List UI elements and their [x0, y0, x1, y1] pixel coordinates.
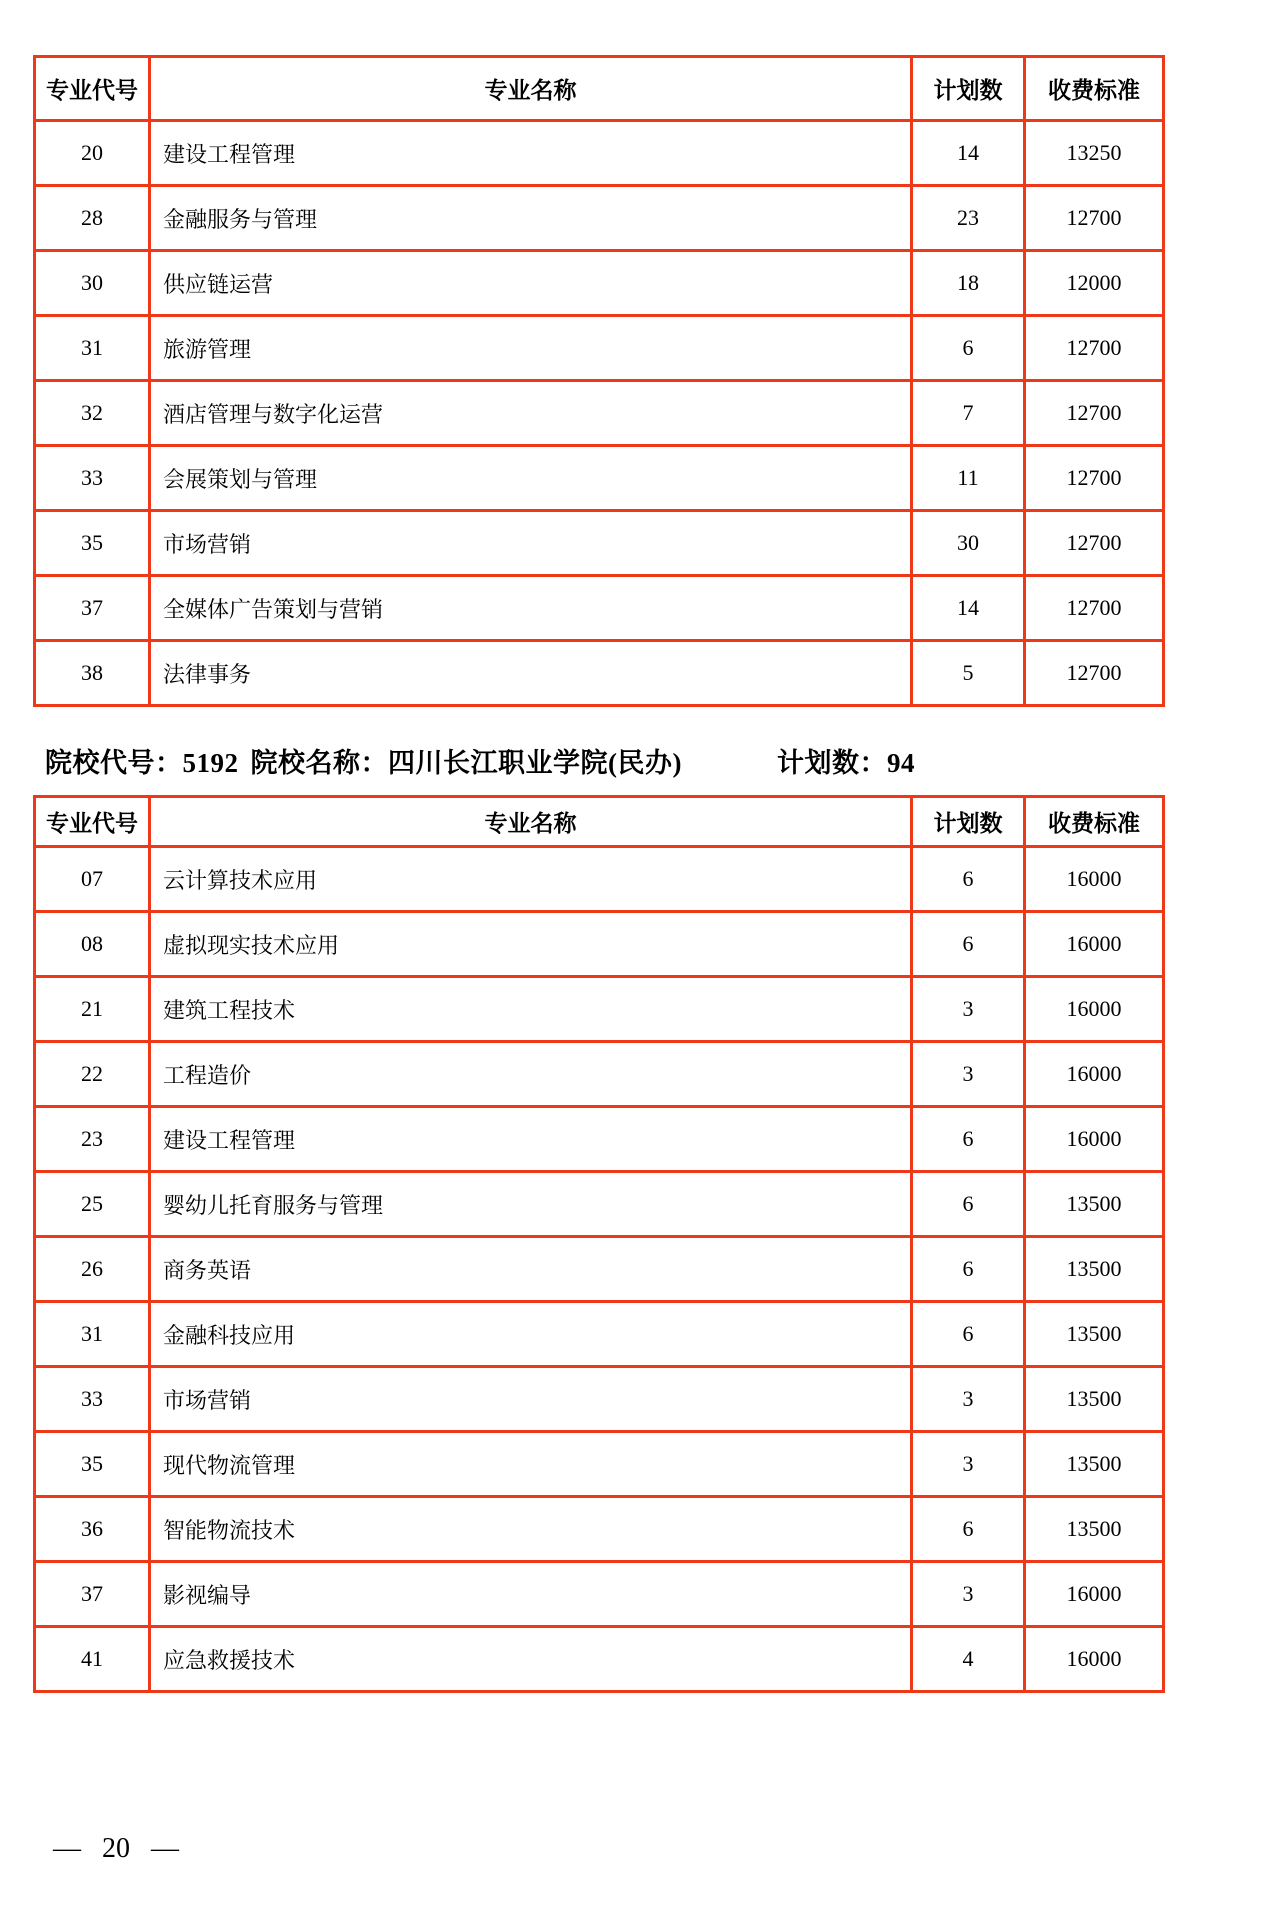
major-name-cell: 金融科技应用	[150, 1302, 912, 1367]
table-row	[35, 121, 1164, 186]
table-row	[35, 381, 1164, 446]
fee-standard-cell: 12700	[1025, 511, 1164, 576]
major-code-cell: 36	[35, 1497, 150, 1562]
major-name-cell: 应急救援技术	[150, 1627, 912, 1692]
plan-count-cell: 14	[912, 576, 1025, 641]
table-row	[35, 1237, 1164, 1302]
plan-count-cell: 6	[912, 1497, 1025, 1562]
major-code-cell: 33	[35, 1367, 150, 1432]
major-name-cell: 影视编导	[150, 1562, 912, 1627]
table-row	[35, 977, 1164, 1042]
fee-standard-cell: 12700	[1025, 381, 1164, 446]
table-row	[35, 641, 1164, 706]
major-name-cell: 供应链运营	[150, 251, 912, 316]
fee-standard-cell: 13500	[1025, 1432, 1164, 1497]
table-row	[35, 1367, 1164, 1432]
plan-count-cell: 6	[912, 1237, 1025, 1302]
table-header-row	[35, 797, 1164, 847]
major-code-cell: 31	[35, 1302, 150, 1367]
major-name-cell: 现代物流管理	[150, 1432, 912, 1497]
plan-count-cell: 6	[912, 1107, 1025, 1172]
major-name-cell: 全媒体广告策划与营销	[150, 576, 912, 641]
fee-standard-header: 收费标准	[1025, 797, 1164, 847]
major-plan-table-2	[33, 795, 1165, 1693]
major-code-header: 专业代号	[35, 797, 150, 847]
major-code-cell: 35	[35, 1432, 150, 1497]
table-row	[35, 1562, 1164, 1627]
major-code-cell: 31	[35, 316, 150, 381]
major-code-cell: 26	[35, 1237, 150, 1302]
table-row	[35, 912, 1164, 977]
plan-count-cell: 6	[912, 912, 1025, 977]
table-1-header	[35, 57, 1164, 121]
major-name-cell: 建设工程管理	[150, 121, 912, 186]
major-code-cell: 21	[35, 977, 150, 1042]
plan-total-value: 94	[886, 748, 915, 778]
plan-count-header: 计划数	[912, 797, 1025, 847]
fee-standard-cell: 13500	[1025, 1302, 1164, 1367]
major-code-cell: 37	[35, 576, 150, 641]
major-code-cell: 37	[35, 1562, 150, 1627]
fee-standard-cell: 12000	[1025, 251, 1164, 316]
table-row	[35, 1302, 1164, 1367]
major-code-cell: 33	[35, 446, 150, 511]
fee-standard-cell: 13500	[1025, 1497, 1164, 1562]
fee-standard-header: 收费标准	[1025, 57, 1164, 121]
fee-standard-cell: 13500	[1025, 1172, 1164, 1237]
college-name-label: 院校名称：	[250, 748, 388, 778]
plan-count-cell: 14	[912, 121, 1025, 186]
college-code-label: 院校代号：	[45, 748, 183, 778]
major-name-cell: 旅游管理	[150, 316, 912, 381]
table-row	[35, 1497, 1164, 1562]
college-section-heading	[45, 741, 915, 780]
major-plan-table-1	[33, 55, 1165, 707]
major-code-cell: 07	[35, 847, 150, 912]
major-name-cell: 建筑工程技术	[150, 977, 912, 1042]
major-code-header: 专业代号	[35, 57, 150, 121]
plan-count-cell: 3	[912, 977, 1025, 1042]
major-code-cell: 25	[35, 1172, 150, 1237]
major-name-cell: 市场营销	[150, 511, 912, 576]
major-code-cell: 30	[35, 251, 150, 316]
table-row	[35, 1432, 1164, 1497]
plan-count-cell: 6	[912, 1302, 1025, 1367]
major-name-cell: 酒店管理与数字化运营	[150, 381, 912, 446]
table-header-row	[35, 57, 1164, 121]
plan-count-cell: 18	[912, 251, 1025, 316]
fee-standard-cell: 16000	[1025, 912, 1164, 977]
fee-standard-cell: 16000	[1025, 847, 1164, 912]
plan-count-cell: 5	[912, 641, 1025, 706]
plan-count-cell: 7	[912, 381, 1025, 446]
major-code-cell: 41	[35, 1627, 150, 1692]
fee-standard-cell: 16000	[1025, 1562, 1164, 1627]
plan-count-cell: 4	[912, 1627, 1025, 1692]
page-number: — 20 —	[53, 1833, 179, 1864]
major-code-cell: 08	[35, 912, 150, 977]
major-name-cell: 婴幼儿托育服务与管理	[150, 1172, 912, 1237]
major-code-cell: 35	[35, 511, 150, 576]
fee-standard-cell: 12700	[1025, 316, 1164, 381]
major-name-cell: 工程造价	[150, 1042, 912, 1107]
major-name-cell: 虚拟现实技术应用	[150, 912, 912, 977]
major-code-cell: 28	[35, 186, 150, 251]
fee-standard-cell: 12700	[1025, 186, 1164, 251]
fee-standard-cell: 12700	[1025, 576, 1164, 641]
table-row	[35, 316, 1164, 381]
major-code-cell: 32	[35, 381, 150, 446]
plan-count-cell: 11	[912, 446, 1025, 511]
major-name-cell: 商务英语	[150, 1237, 912, 1302]
fee-standard-cell: 12700	[1025, 641, 1164, 706]
plan-count-cell: 3	[912, 1562, 1025, 1627]
plan-count-cell: 3	[912, 1432, 1025, 1497]
major-name-header: 专业名称	[150, 797, 912, 847]
major-code-cell: 20	[35, 121, 150, 186]
plan-count-cell: 23	[912, 186, 1025, 251]
major-name-cell: 会展策划与管理	[150, 446, 912, 511]
table-row	[35, 251, 1164, 316]
major-name-cell: 市场营销	[150, 1367, 912, 1432]
fee-standard-cell: 16000	[1025, 1627, 1164, 1692]
major-name-cell: 云计算技术应用	[150, 847, 912, 912]
major-code-cell: 23	[35, 1107, 150, 1172]
major-name-cell: 法律事务	[150, 641, 912, 706]
fee-standard-cell: 13250	[1025, 121, 1164, 186]
plan-count-cell: 6	[912, 316, 1025, 381]
plan-count-cell: 6	[912, 1172, 1025, 1237]
plan-total-label: 计划数：	[776, 748, 887, 778]
major-name-cell: 金融服务与管理	[150, 186, 912, 251]
plan-count-header: 计划数	[912, 57, 1025, 121]
table-row	[35, 847, 1164, 912]
table-2-header	[35, 797, 1164, 847]
table-row	[35, 186, 1164, 251]
table-row	[35, 576, 1164, 641]
table-row	[35, 1627, 1164, 1692]
table-row	[35, 511, 1164, 576]
fee-standard-cell: 13500	[1025, 1237, 1164, 1302]
college-code-value: 5192	[182, 748, 239, 778]
major-code-cell: 38	[35, 641, 150, 706]
table-row	[35, 1172, 1164, 1237]
major-code-cell: 22	[35, 1042, 150, 1107]
major-name-cell: 建设工程管理	[150, 1107, 912, 1172]
table-row	[35, 1107, 1164, 1172]
fee-standard-cell: 16000	[1025, 1107, 1164, 1172]
table-row	[35, 1042, 1164, 1107]
fee-standard-cell: 12700	[1025, 446, 1164, 511]
fee-standard-cell: 16000	[1025, 1042, 1164, 1107]
fee-standard-cell: 16000	[1025, 977, 1164, 1042]
table-1-body	[35, 121, 1164, 706]
table-row	[35, 446, 1164, 511]
major-name-header: 专业名称	[150, 57, 912, 121]
plan-count-cell: 6	[912, 847, 1025, 912]
college-name-value: 四川长江职业学院(民办)	[388, 748, 682, 778]
plan-count-cell: 3	[912, 1367, 1025, 1432]
major-name-cell: 智能物流技术	[150, 1497, 912, 1562]
plan-count-cell: 3	[912, 1042, 1025, 1107]
plan-count-cell: 30	[912, 511, 1025, 576]
fee-standard-cell: 13500	[1025, 1367, 1164, 1432]
table-2-body	[35, 847, 1164, 1692]
